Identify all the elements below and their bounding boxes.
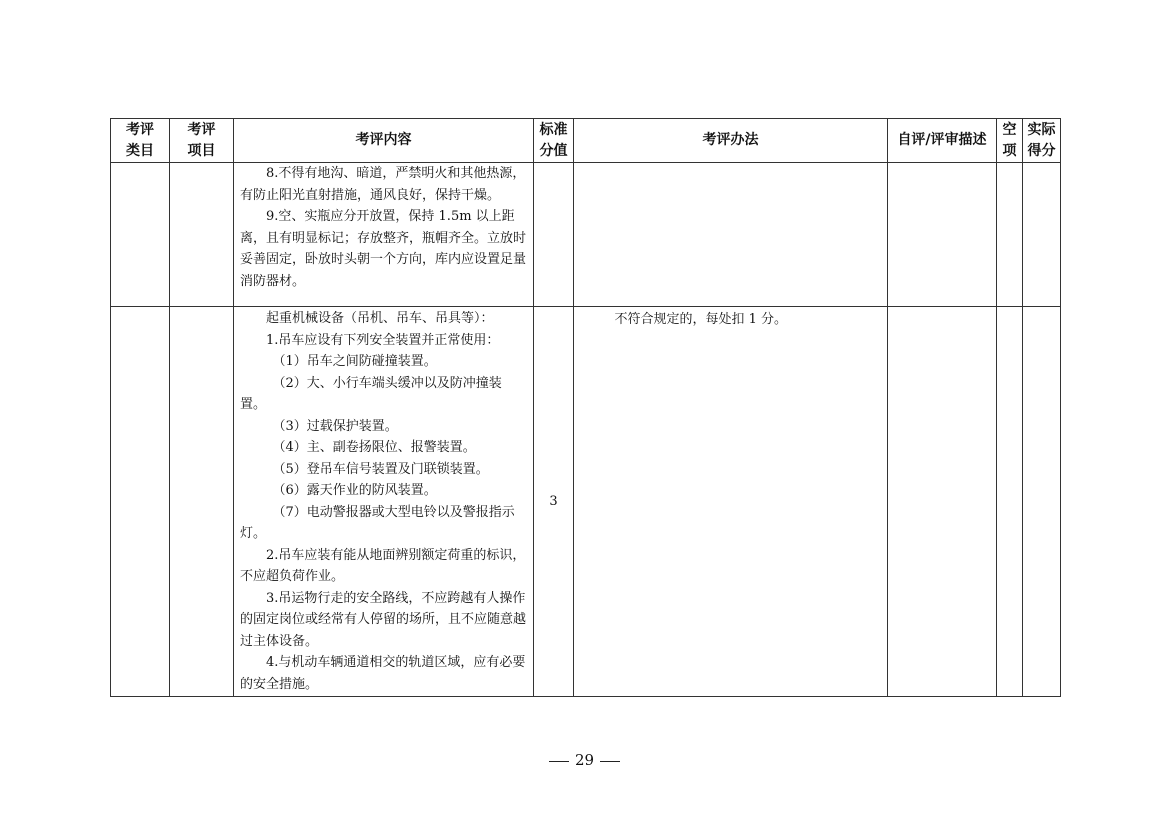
- self-eval-cell: [888, 307, 997, 697]
- content-line: （4）主、副卷扬限位、报警装置。: [272, 440, 476, 455]
- score-cell: [534, 307, 574, 697]
- header-content: 考评内容: [234, 119, 534, 163]
- page-number: 29: [574, 751, 595, 769]
- item-cell: [170, 307, 234, 697]
- content-line: 1.吊车应设有下列安全装置并正常使用：: [266, 332, 500, 348]
- content-line: 8.不得有地沟、暗道，严禁明火和其他热源，有防止阳光直射措施，通风良好，保持干燥。: [240, 166, 526, 203]
- item-cell: [170, 163, 234, 307]
- table-row: [111, 163, 1061, 307]
- content-line: （1）吊车之间防碰撞装置。: [272, 354, 437, 369]
- evaluation-table: [110, 118, 1061, 697]
- dash-left: [549, 761, 569, 762]
- header-category: 考评 类目: [111, 119, 170, 163]
- content-line: （7）电动警报器或大型电铃以及警报指示灯。: [240, 504, 515, 541]
- actual-cell: [1023, 307, 1061, 697]
- category-cell: [111, 163, 170, 307]
- actual-cell: [1023, 163, 1061, 307]
- score-value: 3: [549, 494, 558, 509]
- header-score: 标准 分值: [534, 119, 574, 163]
- header-item: 考评 项目: [170, 119, 234, 163]
- table-header-row: [111, 119, 1061, 163]
- header-method: 考评办法: [574, 119, 888, 163]
- content-line: 4.与机动车辆通道相交的轨道区域，应有必要的安全措施。: [240, 655, 526, 692]
- page-footer: [0, 751, 1169, 769]
- header-empty: 空 项: [997, 119, 1023, 163]
- content-line: 3.吊运物行走的安全路线，不应跨越有人操作的固定岗位或经常有人停留的场所，且不应随意越过主体设备。: [240, 590, 527, 649]
- content-line: （6）露天作业的防风装置。: [272, 483, 437, 498]
- method-cell: [574, 307, 888, 697]
- self-eval-cell: [888, 163, 997, 307]
- category-cell: [111, 307, 170, 697]
- content-cell: [234, 307, 534, 697]
- content-line: 9.空、实瓶应分开放置，保持 1.5m 以上距离，且有明显标记；存放整齐，瓶帽齐全。立放时妥善固定，卧放时头朝一个方向，库内应设置足量消防器材。: [240, 209, 527, 289]
- table-row: [111, 307, 1061, 697]
- content-line: 起重机械设备（吊机、吊车、吊具等）：: [266, 311, 494, 326]
- content-line: （2）大、小行车端头缓冲以及防冲撞装置。: [240, 375, 502, 412]
- dash-right: [600, 761, 620, 762]
- method-cell: [574, 163, 888, 307]
- content-line: （3）过载保护装置。: [272, 418, 398, 434]
- method-text: 不符合规定的，每处扣 1 分。: [614, 312, 788, 327]
- empty-cell: [997, 163, 1023, 307]
- content-line: 2.吊车应装有能从地面辨别额定荷重的标识，不应超负荷作业。: [240, 547, 526, 584]
- score-cell: [534, 163, 574, 307]
- content-line: （5）登吊车信号装置及门联锁装置。: [272, 461, 489, 477]
- content-cell: [234, 163, 534, 307]
- header-actual: 实际 得分: [1023, 119, 1061, 163]
- header-self-eval: 自评/评审描述: [888, 119, 997, 163]
- empty-cell: [997, 307, 1023, 697]
